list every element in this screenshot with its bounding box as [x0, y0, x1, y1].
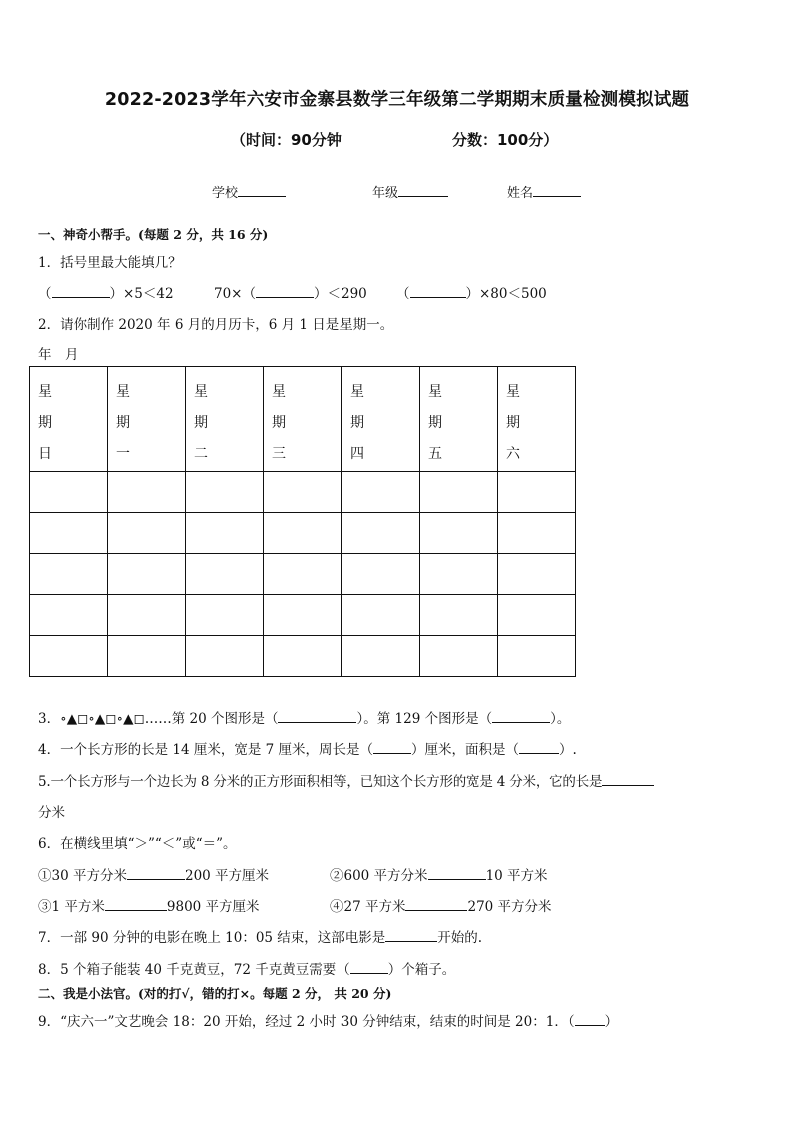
question-1: 1．括号里最大能填几？	[38, 255, 182, 271]
q6-item-3: ③1 平方米 9800 平方厘米	[38, 895, 260, 915]
q6-blank-4[interactable]	[405, 896, 467, 911]
calendar-row	[30, 513, 576, 554]
calendar-cell[interactable]	[342, 472, 420, 513]
calendar-cell[interactable]	[420, 513, 498, 554]
calendar-cell[interactable]	[420, 472, 498, 513]
q6-blank-2[interactable]	[428, 865, 486, 880]
calendar-row	[30, 636, 576, 677]
weekday-thursday: 星 期 四	[342, 367, 420, 472]
calendar-cell[interactable]	[498, 595, 576, 636]
weekday-monday: 星 期 一	[108, 367, 186, 472]
q6-item-1: ①30 平方分米 200 平方厘米	[38, 864, 269, 884]
q7-blank[interactable]	[385, 927, 437, 942]
calendar-cell[interactable]	[186, 472, 264, 513]
weekday-friday: 星 期 五	[420, 367, 498, 472]
calendar-cell[interactable]	[264, 636, 342, 677]
calendar-cell[interactable]	[420, 554, 498, 595]
q3-blank-2[interactable]	[492, 708, 550, 723]
section-2-heading: 二、我是小法官。(对的打√，错的打×。每题 2 分， 共 20 分)	[38, 986, 392, 1001]
q4-blank-1[interactable]	[373, 739, 411, 754]
calendar-table	[29, 366, 576, 677]
calendar-cell[interactable]	[186, 554, 264, 595]
question-2: 2．请你制作 2020 年 6 月的月历卡，6 月 1 日是星期一。	[38, 317, 394, 333]
question-6: 6．在横线里填“＞”“＜”或“＝”。	[38, 836, 237, 852]
q6-blank-3[interactable]	[105, 896, 167, 911]
name-blank[interactable]	[533, 182, 581, 197]
calendar-cell[interactable]	[420, 636, 498, 677]
calendar-cell[interactable]	[264, 554, 342, 595]
calendar-cell[interactable]	[264, 513, 342, 554]
weekday-saturday: 星 期 六	[498, 367, 576, 472]
calendar-cell[interactable]	[342, 513, 420, 554]
calendar-cell[interactable]	[186, 636, 264, 677]
school-label: 学校	[212, 186, 239, 201]
calendar-cell[interactable]	[498, 513, 576, 554]
calendar-cell[interactable]	[186, 513, 264, 554]
grade-label: 年级	[372, 186, 399, 201]
calendar-cell[interactable]	[30, 595, 108, 636]
time-label: （时间：90分钟	[231, 131, 342, 149]
calendar-cell[interactable]	[108, 472, 186, 513]
q1-item-b: 70×（ ）＜290	[214, 282, 367, 302]
calendar-cell[interactable]	[342, 554, 420, 595]
q1-item-a: （ ）×5＜42	[38, 282, 174, 302]
question-4: 4．一个长方形的长是 14 厘米，宽是 7 厘米，周长是（ ）厘米，面积是（ ）.	[38, 738, 577, 758]
q3-blank-1[interactable]	[278, 708, 356, 723]
q1-item-c: （ ）×80＜500	[396, 282, 547, 302]
weekday-sunday: 星 期 日	[30, 367, 108, 472]
question-8: 8．5 个箱子能装 40 千克黄豆，72 千克黄豆需要（ ）个箱子。	[38, 958, 455, 978]
q5-blank[interactable]	[602, 771, 654, 786]
weekday-tuesday: 星 期 二	[186, 367, 264, 472]
calendar-cell[interactable]	[498, 636, 576, 677]
calendar-cell[interactable]	[342, 595, 420, 636]
calendar-cell[interactable]	[30, 472, 108, 513]
calendar-cell[interactable]	[342, 636, 420, 677]
score-label: 分数：100分）	[452, 131, 559, 149]
q6-item-2: ②600 平方分米 10 平方米	[330, 864, 548, 884]
calendar-cell[interactable]	[30, 554, 108, 595]
page-title: 2022-2023学年六安市金寨县数学三年级第二学期期末质量检测模拟试题	[104, 90, 690, 110]
question-5: 5.一个长方形与一个边长为 8 分米的正方形面积相等，已知这个长方形的宽是 4 分米，它的长是	[38, 770, 654, 790]
calendar-cell[interactable]	[498, 472, 576, 513]
q1-b-blank[interactable]	[256, 283, 314, 298]
calendar-caption: 年 月	[38, 347, 79, 363]
school-blank[interactable]	[238, 182, 286, 197]
school-field	[212, 182, 286, 201]
q4-blank-2[interactable]	[519, 739, 559, 754]
calendar-row	[30, 554, 576, 595]
grade-blank[interactable]	[398, 182, 448, 197]
calendar-header-row	[30, 367, 576, 472]
calendar-cell[interactable]	[108, 636, 186, 677]
q1-a-blank[interactable]	[52, 283, 110, 298]
calendar-cell[interactable]	[498, 554, 576, 595]
q9-blank[interactable]	[575, 1011, 605, 1026]
grade-field	[372, 182, 448, 201]
calendar-cell[interactable]	[420, 595, 498, 636]
calendar-cell[interactable]	[108, 513, 186, 554]
calendar-cell[interactable]	[264, 472, 342, 513]
q6-item-4: ④27 平方米 270 平方分米	[330, 895, 552, 915]
section-1-heading: 一、神奇小帮手。(每题 2 分，共 16 分)	[38, 227, 269, 242]
question-9: 9．“庆六一”文艺晚会 18：20 开始，经过 2 小时 30 分钟结束，结束的时间是 20：1．（ ）	[38, 1010, 618, 1030]
weekday-wednesday: 星 期 三	[264, 367, 342, 472]
q1-c-blank[interactable]	[410, 283, 466, 298]
calendar-cell[interactable]	[264, 595, 342, 636]
calendar-cell[interactable]	[30, 513, 108, 554]
q5-unit: 分米	[38, 805, 65, 821]
question-3: 3．∘▲◻∘▲◻∘▲◻……第 20 个图形是（ ）。第 129 个图形是（ ）。	[38, 707, 570, 727]
calendar-cell[interactable]	[108, 554, 186, 595]
q8-blank[interactable]	[350, 959, 388, 974]
name-label: 姓名	[507, 186, 534, 201]
question-7: 7．一部 90 分钟的电影在晚上 10：05 结束，这部电影是 开始的.	[38, 926, 482, 946]
calendar-cell[interactable]	[30, 636, 108, 677]
calendar-row	[30, 595, 576, 636]
calendar-row	[30, 472, 576, 513]
name-field	[507, 182, 581, 201]
calendar-cell[interactable]	[108, 595, 186, 636]
calendar-cell[interactable]	[186, 595, 264, 636]
q6-blank-1[interactable]	[127, 865, 185, 880]
